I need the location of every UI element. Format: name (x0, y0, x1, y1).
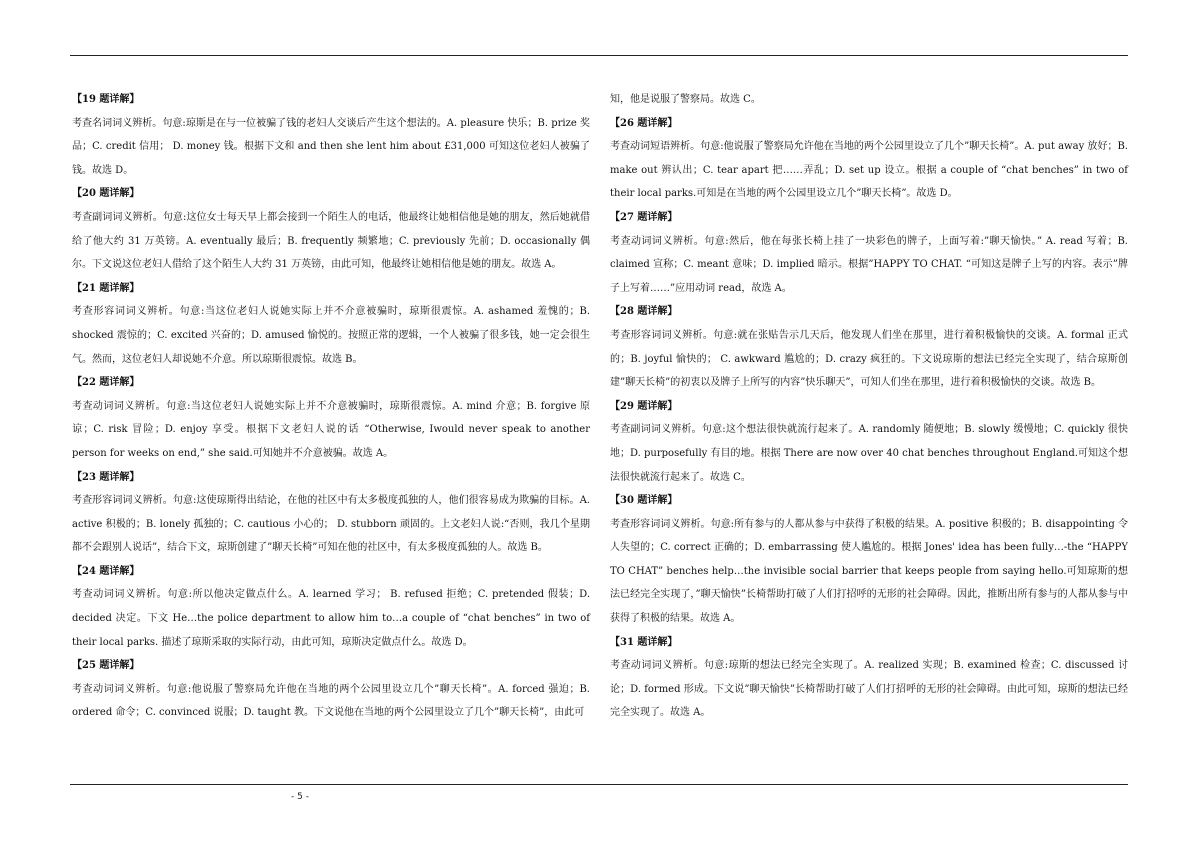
q22-text: 考查动词词义辨析。句意:当这位老妇人说她实际上并不介意被骗时，琼斯很震惊。A. mind 介意；B. forgive 原谅；C. risk 冒险；D. enjoy 享受。根据下文老妇人说的话 “Otherwise, Iwould never speak to another person for weeks on end,” she said.可知她并不介意被骗。故选 A。 (72, 400, 590, 459)
q29-heading: 【29 题详解】 (610, 400, 678, 412)
page-number: - 5 - (291, 792, 309, 802)
q23-heading: 【23 题详解】 (72, 471, 140, 483)
q30-heading: 【30 题详解】 (610, 495, 678, 507)
bottom-rule (70, 784, 1128, 785)
q29-text: 考查副词词义辨析。句意:这个想法很快就流行起来了。A. randomly 随便地；B. slowly 缓慢地；C. quickly 很快地；D. purposefully 有目的地。根据 There are now over 40 chat benches throughout England.可知这个想法很快就流行起来了。故选 C。 (610, 424, 1128, 483)
q24-text: 考查动词词义辨析。句意:所以他决定做点什么。A. learned 学习； B. refused 拒绝；C. pretended 假装；D. decided 决定。下文 He…the police department to allow him to…a couple of “chat benches” in two of their local parks. 描述了琼斯采取的实际行动，由此可知，琼斯决定做点什么。故选 D。 (72, 589, 590, 648)
q21-heading: 【21 题详解】 (72, 282, 140, 294)
q26-heading: 【26 题详解】 (610, 117, 678, 129)
q24-heading: 【24 题详解】 (72, 565, 140, 577)
q27-heading: 【27 题详解】 (610, 211, 678, 223)
top-rule (70, 55, 1128, 56)
q25-heading: 【25 题详解】 (72, 660, 140, 672)
left-column (72, 88, 590, 725)
q31-heading: 【31 题详解】 (610, 636, 678, 648)
q27-text: 考查动词词义辨析。句意:然后，他在每张长椅上挂了一块彩色的牌子，上面写着:”聊天愉快。” A. read 写着；B. claimed 宣称；C. meant 意味；D. implied 暗示。根据”HAPPY TO CHAT. “可知这是牌子上写的内容。表示”牌子上写着……”应用动词 read，故选 A。 (610, 235, 1128, 294)
q31-text: 考查动词词义辨析。句意:琼斯的想法已经完全实现了。A. realized 实现；B. examined 检查；C. discussed 讨论；D. formed 形成。下文说”聊天愉快”长椅帮助打破了人们打招呼的无形的社会障碍。由此可知，琼斯的想法已经完全实现了。故选 A。 (610, 660, 1128, 719)
q20-text: 考查副词词义辨析。句意:这位女士每天早上都会接到一个陌生人的电话，他最终让她相信他是她的朋友，然后她就借给了他大约 31 万英镑。A. eventually 最后；B. frequently 频繁地；C. previously 先前；D. occasionally 偶尔。下文说这位老妇人借给了这个陌生人大约 31 万英镑，由此可知，他最终让她相信他是她的朋友。故选 A。 (72, 211, 590, 271)
q19-heading: 【19 题详解】 (72, 94, 140, 105)
q19-text: 考查名词词义辨析。句意:琼斯是在与一位被骗了钱的老妇人交谈后产生这个想法的。A. pleasure 快乐；B. prize 奖品；C. credit 信用； D. money 钱。根据下文和 and then she lent him about £31,000 可知这位老妇人被骗了钱。故选 D。 (72, 117, 590, 176)
q26-text: 考查动词短语辨析。句意:他说服了警察局允许他在当地的两个公园里设立了几个”聊天长椅”。A. put away 放好；B. make out 辨认出；C. tear apart 把……弄乱；D. set up 设立。根据 a couple of “chat benches” in two of their local parks.可知是在当地的两个公园里设立几个”聊天长椅”。故选 D。 (610, 141, 1128, 200)
q22-heading: 【22 题详解】 (72, 377, 140, 389)
q28-text: 考查形容词词义辨析。句意:就在张贴告示几天后，他发现人们坐在那里，进行着积极愉快的交谈。A. formal 正式的；B. joyful 愉快的； C. awkward 尴尬的；D. crazy 疯狂的。下文说琼斯的想法已经完全实现了，结合琼斯创建”聊天长椅”的初衷以及牌子上所写的内容”快乐聊天”，可知人们坐在那里，进行着积极愉快的交谈。故选 B。 (610, 329, 1128, 389)
q25-text: 考查动词词义辨析。句意:他说服了警察局允许他在当地的两个公园里设立几个”聊天长椅”。A. forced 强迫；B. ordered 命令；C. convinced 说服；D. taught 教。下文说他在当地的两个公园里设立了几个”聊天长椅”，由此可 (72, 683, 590, 719)
q25-continued-text: 知，他是说服了警察局。故选 C。 (610, 94, 761, 105)
q20-heading: 【20 题详解】 (72, 188, 140, 200)
q30-text: 考查形容词词义辨析。句意:所有参与的人都从参与中获得了积极的结果。A. positive 积极的；B. disappointing 令人失望的；C. correct 正确的；D. embarrassing 使人尴尬的。根据 Jones' idea has been fully…-the “HAPPY TO CHAT” benches help…the invisible social barrier that keeps people from saying hello.可知琼斯的想法已经完全实现了，”聊天愉快”长椅帮助打破了人们打招呼的无形的社会障碍。因此，推断出所有参与的人都从参与中获得了积极的结果。故选 A。 (610, 518, 1128, 625)
q23-text: 考查形容词词义辨析。句意:这使琼斯得出结论，在他的社区中有太多极度孤独的人，他们很容易成为欺骗的目标。A. active 积极的；B. lonely 孤独的；C. cautious 小心的； D. stubborn 顽固的。上文老妇人说:“否则，我几个星期都不会跟别人说话”，结合下文，琼斯创建了”聊天长椅”可知在他的社区中，有太多极度孤独的人。故选 B。 (72, 495, 590, 554)
q28-heading: 【28 题详解】 (610, 306, 678, 318)
right-column (610, 88, 1128, 725)
q21-text: 考查形容词词义辨析。句意:当这位老妇人说她实际上并不介意被骗时，琼斯很震惊。A. ashamed 羞愧的；B. shocked 震惊的；C. excited 兴奋的；D. amused 愉悦的。按照正常的逻辑，一个人被骗了很多钱，她一定会很生气。然而，这位老妇人却说她不介意。所以琼斯很震惊。故选 B。 (72, 306, 590, 365)
